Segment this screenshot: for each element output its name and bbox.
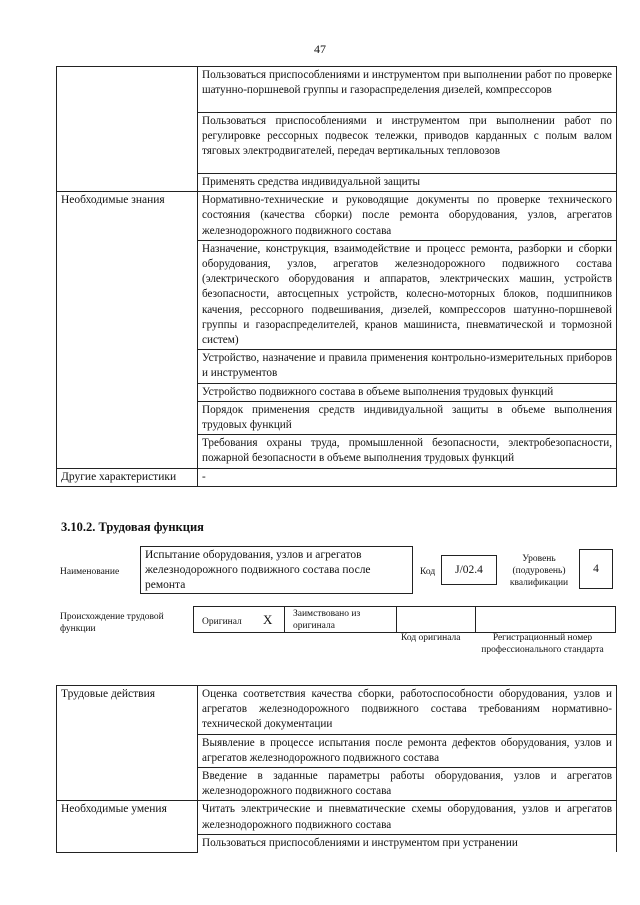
- table-row: [57, 801, 617, 834]
- function-name-box: Испытание оборудования, узлов и агрегатов железнодорожного подвижного состава после ремонта: [140, 546, 413, 594]
- name-label: Наименование: [60, 567, 120, 577]
- knowledge-item: Устройство, назначение и правила применения контрольно-измерительных приборов и инструментов: [198, 350, 617, 383]
- knowledge-item: Назначение, конструкция, взаимодействие и процесс ремонта, разборки и сборки оборудования, узлов, агрегатов железнодорожного подвижного состава (электрического оборудования и аппаратов, электрических машин, устройств безопасности, автосцепных устройств, колесно-моторных блоков, подшипников качения, рессорного подвешивания, дизелей, компрессоров шатунно-поршневой группы и газораспределителей, кранов машиниста, пневматической и тормозной систем): [198, 240, 617, 349]
- table-row: [57, 468, 617, 486]
- actions-label: Трудовые действия: [57, 686, 198, 801]
- divider: [396, 607, 397, 632]
- divider: [475, 607, 476, 632]
- abilities-label: Необходимые умения: [57, 801, 198, 852]
- level-value-box: 4: [579, 549, 613, 589]
- knowledge-item: Устройство подвижного состава в объеме выполнения трудовых функций: [198, 383, 617, 401]
- action-item: Оценка соответствия качества сборки, работоспособности оборудования, узлов и агрегатов железнодорожного подвижного состава требованиям нормативно-технической документации: [198, 686, 617, 735]
- page-number: 47: [314, 42, 326, 56]
- function-table: [56, 685, 617, 853]
- level-label: Уровень (подуровень) квалификации: [509, 554, 569, 588]
- action-item: Введение в заданные параметры работы оборудования, узлов и агрегатов железнодорожного подвижного состава: [198, 768, 617, 801]
- action-item: Выявление в процессе испытания после ремонта дефектов оборудования, узлов и агрегатов железнодорожного подвижного состава: [198, 734, 617, 767]
- origin-row-box: [193, 606, 616, 633]
- ability-item: Пользоваться приспособлениями и инструментом при выполнении работ по регулировке рессорных подвесок тележки, приводов карданных с полым валом тяговых электродвигателей, передач вертикальных тепловозов: [198, 113, 617, 174]
- code-label: Код: [420, 567, 436, 577]
- section-title: 3.10.2. Трудовая функция: [61, 520, 204, 534]
- ability-item: Пользоваться приспособлениями и инструментом при устранении: [198, 834, 617, 852]
- table-row: [57, 686, 617, 735]
- empty-label-cell: [57, 67, 198, 192]
- original-mark: X: [263, 612, 273, 627]
- ability-item: Применять средства индивидуальной защиты: [198, 174, 617, 192]
- knowledge-item: Нормативно-технические и руководящие документы по проверке технического состояния (качества сборки) после ремонта оборудования, узлов, агрегатов железнодорожного подвижного состава: [198, 192, 617, 241]
- requirements-table-continued: [56, 66, 617, 487]
- code-value-box: J/02.4: [441, 555, 497, 585]
- code-original-label: Код оригинала: [401, 633, 461, 643]
- other-characteristics-value: -: [198, 468, 617, 486]
- table-row: [57, 192, 617, 241]
- knowledge-item: Требования охраны труда, промышленной безопасности, электробезопасности, пожарной безопасности в объеме выполнения трудовых функций: [198, 435, 617, 468]
- knowledge-item: Порядок применения средств индивидуальной защиты в объеме выполнения трудовых функций: [198, 401, 617, 434]
- other-characteristics-label: Другие характеристики: [57, 468, 198, 486]
- reg-number-label: Регистрационный номер профессионального стандарта: [481, 633, 604, 655]
- divider: [284, 607, 285, 632]
- ability-item: Читать электрические и пневматические схемы оборудования, узлов и агрегатов железнодорожного подвижного состава: [198, 801, 617, 834]
- knowledge-label: Необходимые знания: [57, 192, 198, 468]
- origin-label: Происхождение трудовой функции: [60, 612, 164, 634]
- borrowed-label: Заимствовано из оригинала: [293, 609, 361, 631]
- ability-item: Пользоваться приспособлениями и инструментом при выполнении работ по проверке шатунно-поршневой группы и газораспределения дизелей, компрессоров: [198, 67, 617, 113]
- table-row: [57, 67, 617, 113]
- original-label: Оригинал: [202, 617, 242, 627]
